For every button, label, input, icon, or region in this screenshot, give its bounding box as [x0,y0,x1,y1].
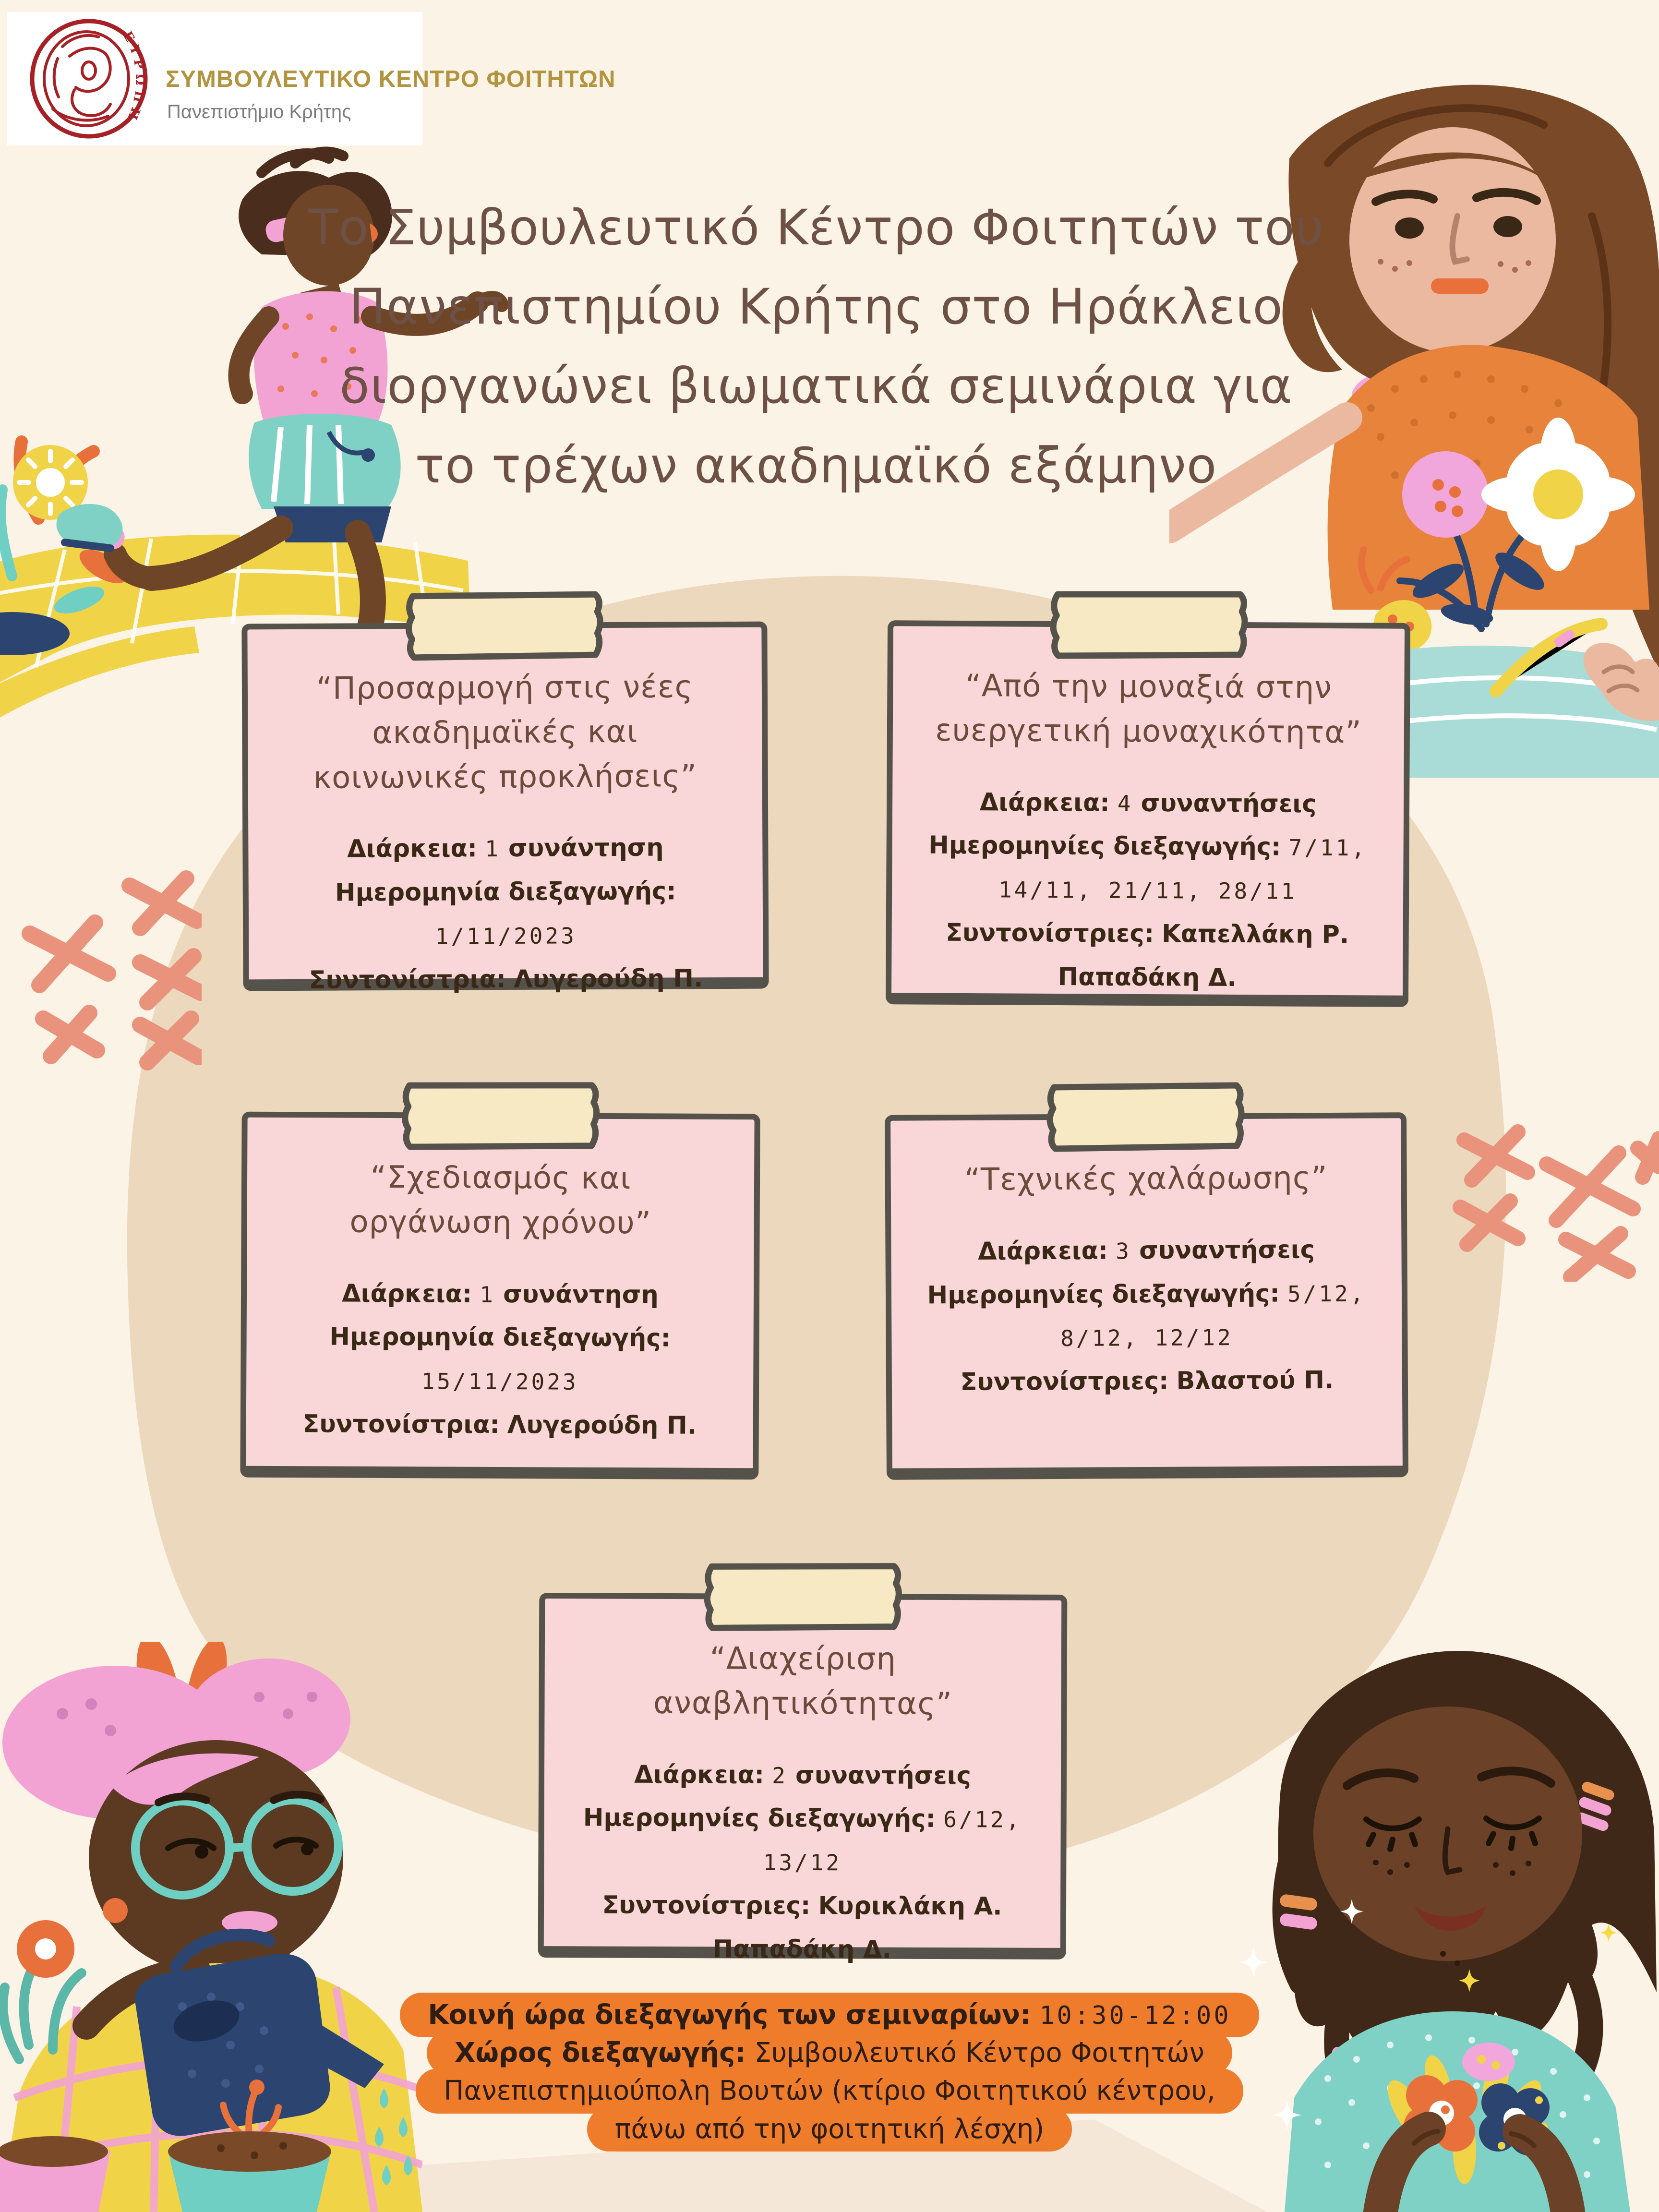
seminar-duration: Διάρκεια: 1 συνάντηση [347,833,664,864]
title-line: Το Συμβουλευτικό Κέντρο Φοιτητών του [308,199,1324,256]
title-line: το τρέχων ακαδημαϊκό εξάμηνο [415,437,1217,494]
seminar-dates: Ημερομηνίες διεξαγωγής: 7/11, 14/11, 21/11, 28/11 [928,831,1368,904]
seminar-card-1 [241,622,769,995]
seminar-dates: Ημερομηνίες διεξαγωγής: 5/12, 8/12, 12/12 [927,1279,1366,1352]
tape-icon [1046,586,1252,663]
tape-icon [397,1077,604,1154]
seminar-coordinators: Συντονίστριες: Καπελλάκη Ρ. Παπαδάκη Δ. [946,918,1349,992]
footer-info-box [0,1999,1659,2152]
seminar-card-4 [885,1112,1408,1480]
seminar-card-3 [240,1112,760,1480]
footer-place-line-3: πάνω από την φοιτητική λέσχη) [587,2107,1072,2152]
svg-text:ΕΥΡΩΠΗ [120,29,147,126]
seminar-duration: Διάρκεια: 2 συναντήσεις [634,1760,971,1790]
seminar-duration: Διάρκεια: 1 συνάντηση [342,1279,659,1310]
title-line: διοργανώνει βιωματικά σεμινάρια για [339,358,1293,415]
seminar-title: “Τεχνικές χαλάρωσης” [964,1160,1328,1198]
tape-icon [700,1558,907,1635]
footer-time-line: Κοινή ώρα διεξαγωγής των σεμιναρίων: 10:30-12:00 [400,1993,1259,2037]
seminar-title: “Προσαρμογή στις νέες ακαδημαϊκές και κοινωνικές προκλήσεις” [313,669,697,796]
seminar-title: “Σχεδιασμός και οργάνωση χρόνου” [349,1159,652,1241]
seminar-coordinators: Συντονίστρια: Λυγερούδη Π. [309,964,703,995]
logo-university-name: Πανεπιστήμιο Κρήτης [167,101,351,122]
seminar-coordinators: Συντονίστριες: Βλαστού Π. [960,1366,1334,1397]
seminar-dates: Ημερομηνίες διεξαγωγής: 6/12, 13/12 [583,1803,1022,1876]
seminar-duration: Διάρκεια: 3 συναντήσεις [977,1235,1315,1266]
footer-place-line-1: Χώρος διεξαγωγής: Συμβουλευτικό Κέντρο Φοιτητών [427,2031,1232,2075]
cross-doodles-left-icon [10,864,202,1070]
cross-doodles-right-icon [1445,1118,1659,1282]
seminar-card-2 [886,620,1410,1007]
poster-title [211,188,1421,505]
seal-text: ΕΥΡΩΠΗ [120,29,147,126]
seminar-title: “Διαχείριση αναβλητικότητας” [653,1641,953,1722]
university-logo [7,12,616,145]
seminar-coordinators: Συντονίστριες: Κυρικλάκη Α. Παπαδάκη Δ. [602,1891,1002,1964]
seminar-coordinators: Συντονίστρια: Λυγερούδη Π. [302,1410,697,1440]
tape-icon [401,587,608,664]
footer-place-line-2: Πανεπιστημιούπολη Βουτών (κτίριο Φοιτητικού κέντρου, [416,2068,1243,2113]
seminar-dates: Ημερομηνία διεξαγωγής: 1/11/2023 [335,877,676,950]
seminar-duration: Διάρκεια: 4 συναντήσεις [979,788,1317,818]
seminar-title: “Από την μοναξιά στην ευεργετική μοναχικότητα” [935,668,1362,751]
seminar-dates: Ημερομηνία διεξαγωγής: 15/11/2023 [329,1322,671,1395]
seminar-card-5 [538,1593,1068,1964]
university-seal-icon [24,18,156,140]
logo-org-name: ΣΥΜΒΟΥΛΕΥΤΙΚΟ ΚΕΝΤΡΟ ΦΟΙΤΗΤΩΝ [166,66,616,92]
title-line: Πανεπιστημίου Κρήτης στο Ηράκλειο [349,278,1283,336]
tape-icon [1042,1078,1249,1155]
